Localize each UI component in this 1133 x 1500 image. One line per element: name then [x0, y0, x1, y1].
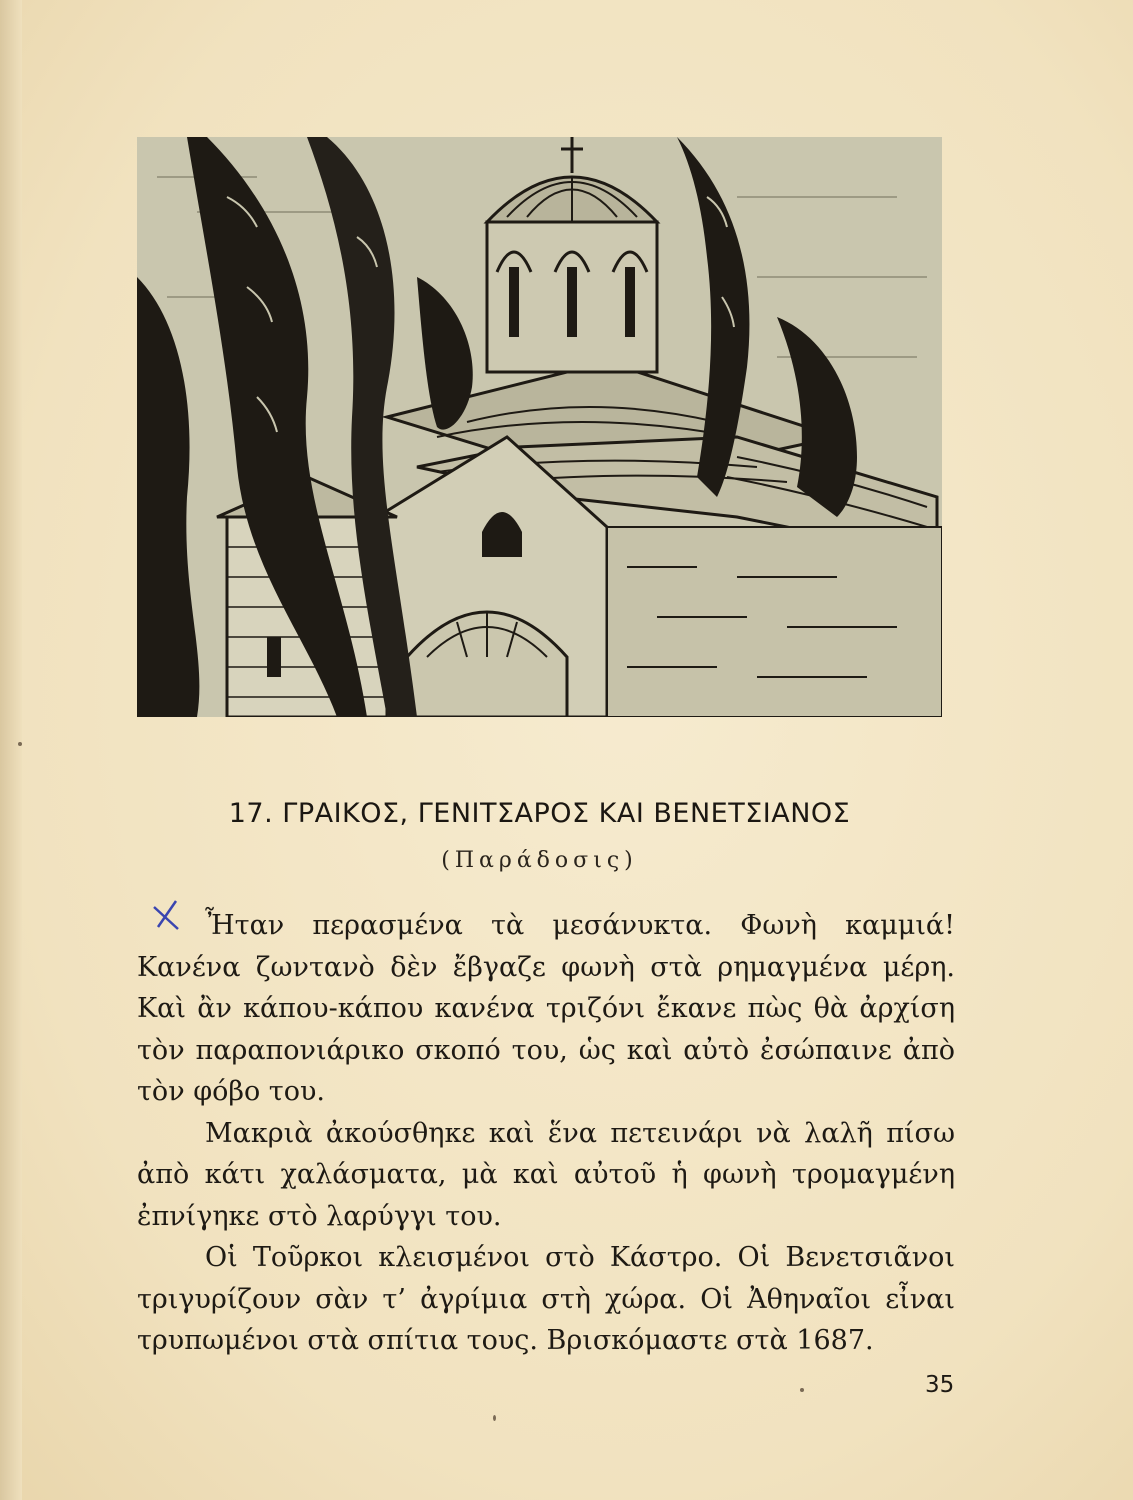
side-wall: [607, 527, 942, 717]
cypress-far-left: [137, 277, 199, 717]
dome-cross: [561, 137, 583, 173]
tower-window: [267, 637, 281, 677]
paragraph-1: Ἦταν περασμένα τὰ μεσάνυκτα. Φωνὴ καμμιά! Κανένα ζωντανὸ δὲν ἔβγαζε φωνὴ στὰ ρημαγμένα μέρη. Καὶ ἂν κάπου-κάπου κανένα τριζόνι ἔκανε πὼς θὰ ἀρχίση τὸν παραπονιάρικο σκοπό του, ὡς καὶ αὐτὸ ἐσώπαινε ἀπὸ τὸν φόβο του.: [137, 910, 955, 1107]
church-woodcut-drawing: [137, 137, 942, 717]
paper-speck: [493, 1415, 496, 1421]
paragraph-2: Μακριὰ ἀκούσθηκε καὶ ἕνα πετεινάρι νὰ λαλῆ πίσω ἀπὸ κάτι χαλάσματα, μὰ καὶ αὐτοῦ ἡ φωνὴ τρομαγμένη ἐπνίγηκε στὸ λαρύγγι του.: [137, 1117, 955, 1232]
chapter-subtitle: (Παράδοσις): [441, 848, 638, 873]
chapter-title: 17. ΓΡΑΙΚΟΣ, ΓΕΝΙΤΣΑΡΟΣ ΚΑΙ ΒΕΝΕΤΣΙΑΝΟΣ: [228, 798, 851, 829]
page-number: 35: [925, 1372, 955, 1398]
body-text: [137, 905, 955, 1362]
page-spine-shadow: [0, 0, 22, 1500]
paragraph-3: Οἱ Τοῦρκοι κλεισμένοι στὸ Κάστρο. Οἱ Βενετσιᾶνοι τριγυρίζουν σὰν τ’ ἀγρίμια στὴ χώρα. Οἱ Ἀθηναῖοι εἶναι τρυπωμένοι στὰ σπίτια τους. Βρισκόμαστε στὰ 1687.: [137, 1242, 955, 1356]
paper-speck: [800, 1388, 804, 1392]
church-illustration: [137, 137, 942, 717]
paper-speck: [18, 742, 22, 746]
